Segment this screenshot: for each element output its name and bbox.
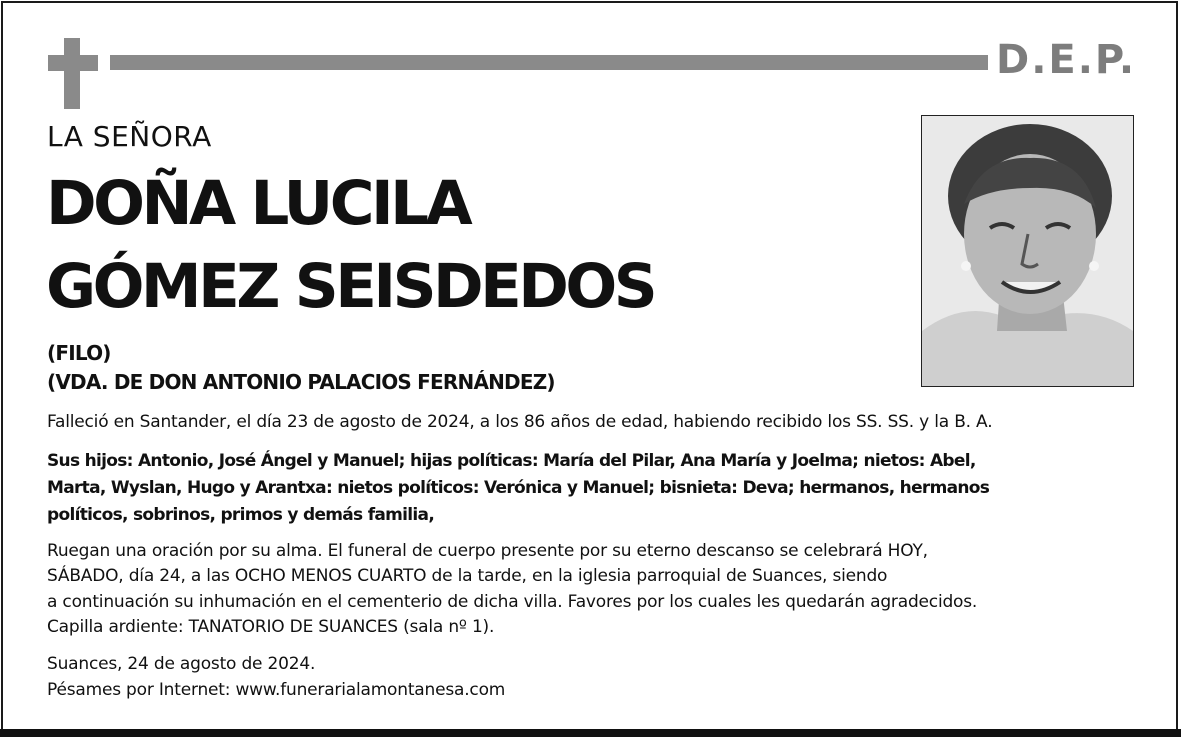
place-date: Suances, 24 de agosto de 2024. bbox=[47, 654, 316, 674]
header-rule bbox=[110, 55, 988, 70]
dep-heading: D.E.P. bbox=[996, 37, 1137, 83]
service-line: SÁBADO, día 24, a las OCHO MENOS CUARTO de la tarde, en la iglesia parroquial de Suances, siendo bbox=[47, 566, 888, 586]
widow-of: (VDA. DE DON ANTONIO PALACIOS FERNÁNDEZ) bbox=[47, 370, 555, 394]
service-line: Capilla ardiente: TANATORIO DE SUANCES (sala nº 1). bbox=[47, 617, 495, 637]
portrait-photo bbox=[921, 115, 1134, 387]
service-line: Ruegan una oración por su alma. El funeral de cuerpo presente por su eterno descanso se celebrará HOY, bbox=[47, 541, 928, 561]
family-line: Marta, Wyslan, Hugo y Arantxa: nietos políticos: Verónica y Manuel; bisnieta: Deva; hermanos, hermanos bbox=[47, 478, 990, 498]
deceased-title: LA SEÑORA bbox=[47, 120, 212, 153]
service-line: a continuación su inhumación en el cementerio de dicha villa. Favores por los cuales les quedarán agradecidos. bbox=[47, 592, 978, 612]
bottom-rule bbox=[0, 729, 1181, 737]
family-line: Sus hijos: Antonio, José Ángel y Manuel; hijas políticas: María del Pilar, Ana María y Joelma; nietos: Abel, bbox=[47, 451, 976, 471]
deceased-nickname: (FILO) bbox=[47, 341, 111, 365]
deceased-name-line2: GÓMEZ SEISDEDOS bbox=[46, 251, 655, 322]
portrait-photo-icon bbox=[922, 116, 1133, 386]
cross-icon bbox=[64, 38, 80, 109]
death-notice: Falleció en Santander, el día 23 de agosto de 2024, a los 86 años de edad, habiendo recibido los SS. SS. y la B. A. bbox=[47, 412, 993, 432]
condolences-link[interactable]: Pésames por Internet: www.funerarialamontanesa.com bbox=[47, 680, 506, 700]
deceased-name-line1: DOÑA LUCILA bbox=[46, 168, 470, 239]
cross-icon-bar bbox=[48, 55, 98, 71]
family-line: políticos, sobrinos, primos y demás familia, bbox=[47, 505, 435, 525]
